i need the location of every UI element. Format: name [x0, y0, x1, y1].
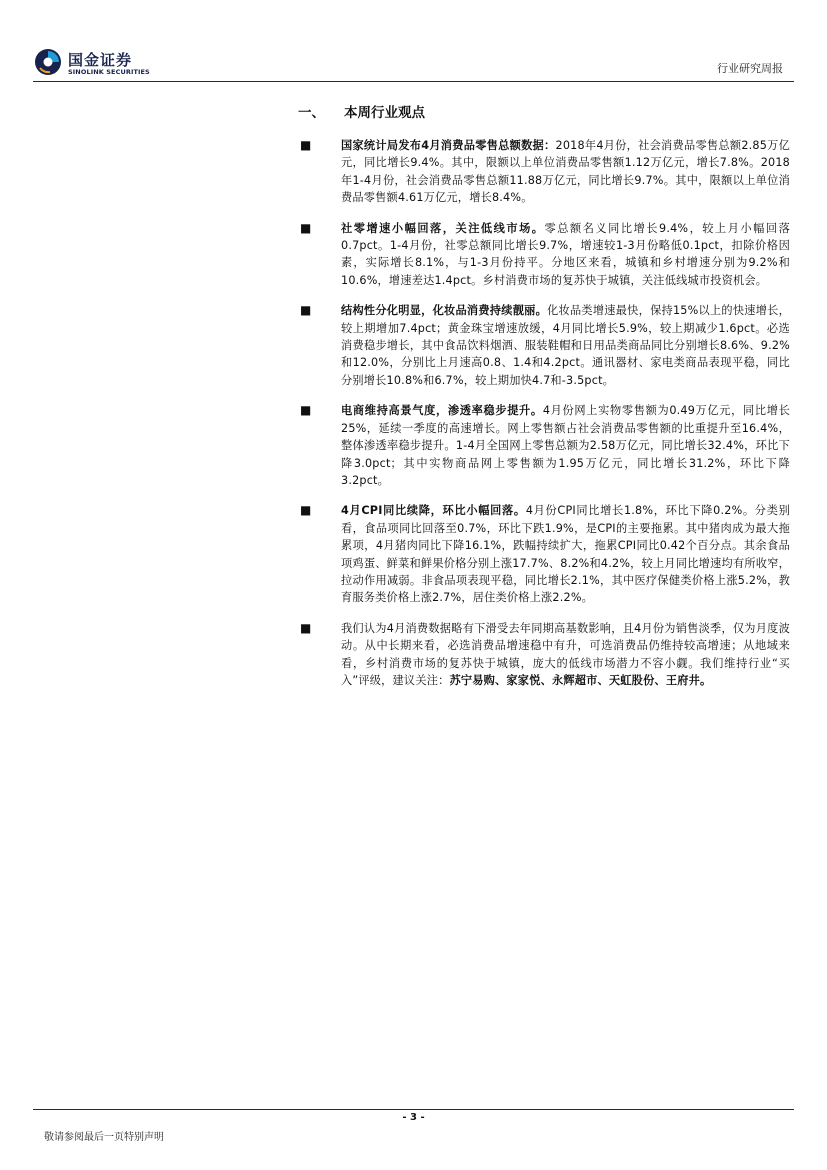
- footer-divider: [33, 1109, 794, 1110]
- section-heading: [298, 101, 425, 121]
- bullet-lead: 社零增速小幅回落，关注低线市场。: [341, 221, 545, 235]
- sinolink-logo-icon: [34, 48, 62, 76]
- bullet-square-icon: ■: [300, 303, 312, 318]
- bullet-body: 2018年4月份，社会消费品零售总额2.85万亿元，同比增长9.4%。其中，限额以上单位消费品零售额1.12万亿元，增长7.8%。2018年1-4月份，社会消费品零售总额11.88万亿元，同比增长9.7%。其中，限额以上单位消费品零售额4.61万亿元，增长8.4%。: [341, 139, 790, 205]
- recommended-stocks: 苏宁易购、家家悦、永辉超市、天虹股份、王府井。: [449, 673, 712, 687]
- bullet-item: [300, 220, 790, 290]
- bullet-lead: 4月CPI同比续降，环比小幅回落。: [341, 504, 526, 518]
- bullet-item: [300, 137, 790, 207]
- page-number: - 3 -: [402, 1112, 425, 1123]
- bullet-lead: 国家统计局发布4月消费品零售总额数据：: [341, 139, 556, 152]
- bullet-body: 我们认为4月消费数据略有下滑受去年同期高基数影响，且4月份为销售淡季，仅为月度波动。从中长期来看，必选消费品增速稳中有升，可选消费品仍维持较高增速；从地域来看，乡村消费市场的复苏快于城镇，庞大的低线市场潜力不容小觑。我们维持行业“买入”评级，建议关注：: [341, 621, 790, 687]
- section-title: 本周行业观点: [344, 105, 425, 121]
- bullet-paragraph: [341, 220, 790, 290]
- bullet-item: [300, 620, 790, 690]
- disclaimer-note: 敬请参阅最后一页特别声明: [44, 1132, 164, 1143]
- bullet-square-icon: ■: [300, 620, 312, 635]
- bullet-body: 4月份CPI同比增长1.8%，环比下降0.2%。分类别看，食品项同比回落至0.7%，环比下跌1.9%，是CPI的主要拖累。其中猪肉成为最大拖累项，4月猪肉同比下降16.1%，跌幅持续扩大，拖累CPI同比0.42个百分点。其余食品项鸡蛋、鲜菜和鲜果价格分别上涨17.7%、8.2%和4.2%，较上月同比增速均有所收窄，拉动作用减弱。非食品项表现平稳，同比增长2.1%，其中医疗保健类价格上涨5.2%，教育服务类价格上涨2.7%，居住类价格上涨2.2%。: [341, 504, 790, 605]
- section-number: 一、: [298, 105, 325, 121]
- bullet-paragraph: [341, 302, 790, 389]
- bullet-paragraph: [341, 137, 790, 207]
- bullet-item: [300, 402, 790, 489]
- bullet-paragraph: [341, 402, 790, 489]
- logo-english-name: SINOLINK SECURITIES: [68, 68, 150, 76]
- logo-chinese-name: 国金证券: [68, 51, 133, 69]
- bullet-body: 4月份网上实物零售额为0.49万亿元，同比增长25%，延续一季度的高速增长。网上零售额占社会消费品零售额的比重提升至16.4%，整体渗透率稳步提升。1-4月全国网上零售总额为2.58万亿元，同比增长32.4%，环比下降3.0pct；其中实物商品网上零售额为1.95万亿元，同比增长31.2%，环比下降3.2pct。: [341, 404, 790, 487]
- bullet-square-icon: ■: [300, 403, 312, 418]
- bullet-paragraph: [341, 502, 790, 606]
- bullet-list: [300, 137, 790, 702]
- company-logo: [34, 48, 154, 80]
- bullet-square-icon: ■: [300, 138, 312, 152]
- header-divider: [33, 81, 794, 82]
- bullet-body: 化妆品类增速最快，保持15%以上的快速增长，较上期增加7.4pct；黄金珠宝增速放缓，4月同比增长5.9%，较上期减少1.6pct。必选消费稳步增长，其中食品饮料烟酒、服装鞋帽和日用品类商品同比分别增长8.6%、9.2%和12.0%，分别比上月速高0.8、1.4和4.2pct。通讯器材、家电类商品表现平稳，同比分别增长10.8%和6.7%，较上期加快4.7和-3.5pct。: [341, 304, 790, 387]
- report-type-label: 行业研究周报: [717, 62, 783, 75]
- bullet-item: [300, 302, 790, 389]
- bullet-lead: 电商维持高景气度，渗透率稳步提升。: [341, 404, 543, 418]
- bullet-body: 零总额名义同比增长9.4%，较上月小幅回落0.7pct。1-4月份，社零总额同比增长9.7%，增速较1-3月份略低0.1pct，扣除价格因素，实际增长8.1%，与1-3月份持平。分地区来看，城镇和乡村增速分别为9.2%和10.6%，增速差达1.4pct。乡村消费市场的复苏快于城镇，关注低线城市投资机会。: [341, 221, 791, 287]
- bullet-lead: 结构性分化明显，化妆品消费持续靓丽。: [341, 304, 548, 318]
- bullet-item: [300, 502, 790, 606]
- bullet-square-icon: ■: [300, 220, 312, 235]
- bullet-paragraph: [341, 620, 790, 690]
- bullet-square-icon: ■: [300, 503, 312, 518]
